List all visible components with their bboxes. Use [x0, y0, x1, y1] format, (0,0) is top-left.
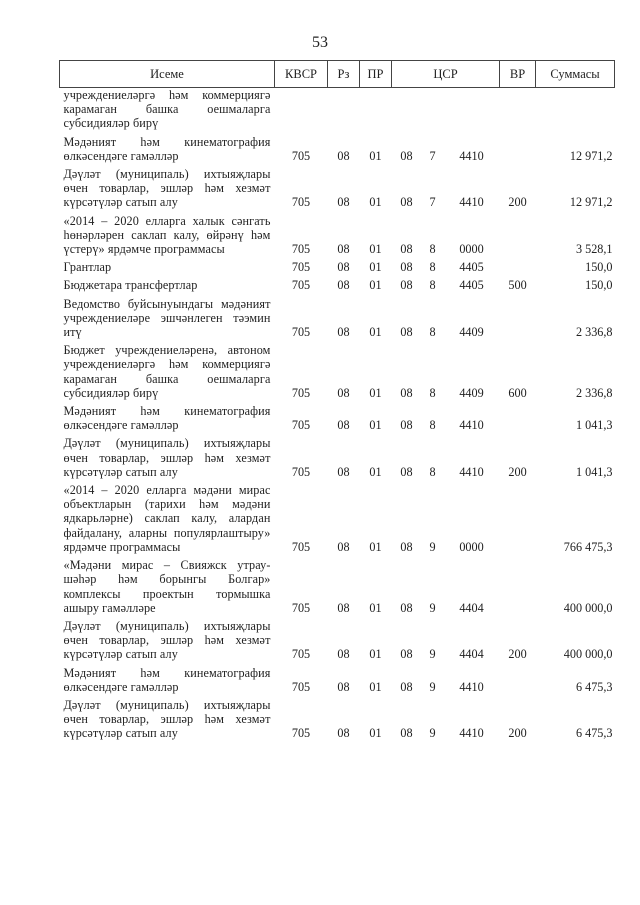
- cell-rz: 08: [337, 278, 350, 293]
- table-row: [60, 297, 615, 344]
- cell-rz: 08: [337, 726, 350, 741]
- table-row: [60, 436, 615, 483]
- header-vr: ВР: [500, 61, 536, 88]
- cell-kvsr: 705: [291, 260, 311, 275]
- cell-c2: 9: [429, 726, 436, 741]
- cell-c3: 4405: [459, 260, 484, 275]
- cell-c1: [392, 88, 422, 135]
- cell-c3: 4410: [459, 679, 484, 694]
- cell-name: Мәдәният һәм кинематография өлкәсендәге гамәлләр: [63, 665, 271, 694]
- cell-c1: 08: [400, 325, 413, 340]
- cell-kvsr: 705: [291, 539, 311, 554]
- table-row: [60, 404, 615, 436]
- cell-sum: 6 475,3: [575, 679, 613, 694]
- cell-name: Мәдәният һәм кинематография өлкәсендәге гамәлләр: [63, 404, 271, 433]
- cell-c2: 7: [429, 195, 436, 210]
- cell-c1: 08: [400, 148, 413, 163]
- cell-vr: [500, 666, 536, 698]
- cell-rz: 08: [337, 647, 350, 662]
- table-row: [60, 135, 615, 167]
- cell-pr: 01: [369, 148, 382, 163]
- cell-sum: 12 971,2: [569, 195, 613, 210]
- cell-pr: 01: [369, 385, 382, 400]
- cell-sum: 150,0: [585, 278, 613, 293]
- cell-kvsr: [275, 88, 328, 135]
- cell-sum: 766 475,3: [563, 539, 613, 554]
- cell-vr: [500, 404, 536, 436]
- cell-c1: 08: [400, 418, 413, 433]
- page-number: 53: [312, 34, 328, 51]
- cell-vr: [500, 135, 536, 167]
- cell-pr: 01: [369, 418, 382, 433]
- cell-sum: 6 475,3: [575, 726, 613, 741]
- cell-name: Дәүләт (муниципаль) ихтыяҗлары өчен товарлар, эшләр һәм хезмәт күрсәтүләр сатып алу: [63, 436, 271, 479]
- cell-kvsr: 705: [291, 464, 311, 479]
- cell-name: Бюджет учреждениеләренә, автоном учреждениеләргә һәм коммерциягә карамаган башка оешмаларга субсидияләр бирү: [63, 343, 271, 400]
- cell-rz: 08: [337, 148, 350, 163]
- cell-c1: 08: [400, 195, 413, 210]
- cell-rz: 08: [337, 418, 350, 433]
- header-pr: ПР: [360, 61, 392, 88]
- cell-sum: 12 971,2: [569, 148, 613, 163]
- cell-pr: 01: [369, 726, 382, 741]
- cell-c2: 8: [429, 242, 436, 257]
- cell-c1: 08: [400, 539, 413, 554]
- cell-kvsr: 705: [291, 600, 311, 615]
- cell-c3: 4405: [459, 278, 484, 293]
- cell-c3: 4409: [459, 385, 484, 400]
- cell-c3: 4404: [459, 647, 484, 662]
- cell-c2: 8: [429, 325, 436, 340]
- table-row: [60, 698, 615, 745]
- cell-rz: 08: [337, 539, 350, 554]
- cell-vr: [500, 88, 536, 135]
- cell-pr: 01: [369, 647, 382, 662]
- cell-c2: 9: [429, 679, 436, 694]
- cell-name: Мәдәният һәм кинематография өлкәсендәге гамәлләр: [63, 134, 271, 163]
- cell-sum: 400 000,0: [563, 647, 613, 662]
- cell-c2: 8: [429, 418, 436, 433]
- cell-c1: 08: [400, 679, 413, 694]
- cell-name: «2014 – 2020 елларга мәдәни мирас объектларын (тарихи һәм мәдәни ядкарьләрне) саклап калу, алардан файдалану, аларны популярлаштыру» ярдәмче программасы: [63, 483, 271, 554]
- cell-kvsr: 705: [291, 278, 311, 293]
- cell-vr: 200: [508, 464, 527, 479]
- cell-kvsr: 705: [291, 726, 311, 741]
- cell-pr: 01: [369, 464, 382, 479]
- cell-c1: 08: [400, 600, 413, 615]
- cell-c2: [422, 88, 444, 135]
- cell-rz: [328, 88, 360, 135]
- cell-sum: 2 336,8: [575, 325, 613, 340]
- cell-vr: 200: [508, 726, 527, 741]
- cell-sum: 400 000,0: [563, 600, 613, 615]
- table-row: [60, 260, 615, 278]
- cell-vr: [500, 483, 536, 558]
- cell-pr: 01: [369, 278, 382, 293]
- cell-rz: 08: [337, 385, 350, 400]
- cell-name: Дәүләт (муниципаль) ихтыяҗлары өчен товарлар, эшләр һәм хезмәт күрсәтүләр сатып алу: [63, 167, 271, 210]
- cell-kvsr: 705: [291, 647, 311, 662]
- cell-c2: 7: [429, 148, 436, 163]
- cell-name: Бюджетара трансфертлар: [63, 278, 198, 293]
- cell-name: Ведомство буйсынуындагы мәдәният учреждениеләре эшчәнлеген тәэмин итү: [63, 296, 271, 340]
- cell-pr: 01: [369, 260, 382, 275]
- table-row: [60, 278, 615, 296]
- cell-sum: 150,0: [585, 260, 613, 275]
- cell-vr: 600: [508, 385, 527, 400]
- cell-c3: 4410: [459, 726, 484, 741]
- cell-c3: 0000: [459, 242, 484, 257]
- cell-c2: 9: [429, 647, 436, 662]
- cell-name: Дәүләт (муниципаль) ихтыяҗлары өчен товарлар, эшләр һәм хезмәт күрсәтүләр сатып алу: [63, 618, 271, 662]
- cell-pr: 01: [369, 242, 382, 257]
- cell-c1: 08: [400, 242, 413, 257]
- cell-c2: 9: [429, 539, 436, 554]
- cell-name: Грантлар: [63, 260, 112, 275]
- cell-c3: 4410: [459, 418, 484, 433]
- header-name: Исеме: [60, 61, 275, 88]
- cell-vr: 200: [508, 195, 527, 210]
- cell-c2: 8: [429, 260, 436, 275]
- header-rz: Рз: [328, 61, 360, 88]
- cell-c3: 4410: [459, 195, 484, 210]
- cell-c3: 4404: [459, 600, 484, 615]
- cell-c1: 08: [400, 464, 413, 479]
- table-row: [60, 167, 615, 214]
- cell-rz: 08: [337, 464, 350, 479]
- cell-kvsr: 705: [291, 385, 311, 400]
- cell-c2: 8: [429, 464, 436, 479]
- cell-name: Дәүләт (муниципаль) ихтыяҗлары өчен товарлар, эшләр һәм хезмәт күрсәтүләр сатып алу: [63, 697, 271, 741]
- cell-pr: 01: [369, 679, 382, 694]
- cell-name: учреждениеләргә һәм коммерциягә карамаган башка оешмаларга субсидияләр бирү: [63, 88, 271, 131]
- cell-c1: 08: [400, 647, 413, 662]
- cell-vr: [500, 260, 536, 278]
- cell-name: «Мәдәни мирас – Свияжск утрау-шәһәр һәм борынгы Болгар» комплексы проектын тормышка ашыру гамәлләре: [63, 558, 271, 615]
- table-row: [60, 343, 615, 404]
- cell-rz: 08: [337, 260, 350, 275]
- cell-kvsr: 705: [291, 242, 311, 257]
- table-row: [60, 558, 615, 619]
- cell-c3: 4410: [459, 464, 484, 479]
- cell-sum: 1 041,3: [575, 418, 613, 433]
- cell-rz: 08: [337, 195, 350, 210]
- cell-rz: 08: [337, 679, 350, 694]
- cell-kvsr: 705: [291, 418, 311, 433]
- cell-vr: [500, 214, 536, 261]
- cell-pr: 01: [369, 539, 382, 554]
- table-header: [60, 61, 615, 88]
- cell-pr: 01: [369, 600, 382, 615]
- cell-rz: 08: [337, 600, 350, 615]
- cell-c3: 4409: [459, 325, 484, 340]
- cell-sum: 2 336,8: [575, 385, 613, 400]
- cell-vr: 500: [508, 278, 527, 293]
- cell-sum: 1 041,3: [575, 464, 613, 479]
- cell-c3: 0000: [459, 539, 484, 554]
- header-sum: Суммасы: [536, 61, 615, 88]
- header-csr: ЦСР: [392, 61, 500, 88]
- cell-c1: 08: [400, 726, 413, 741]
- cell-pr: [360, 88, 392, 135]
- table-row: [60, 619, 615, 666]
- table-row: [60, 483, 615, 558]
- table-row: [60, 666, 615, 698]
- budget-table: [59, 60, 615, 745]
- header-kvsr: КВСР: [275, 61, 328, 88]
- cell-sum: 3 528,1: [575, 242, 613, 257]
- cell-c2: 8: [429, 385, 436, 400]
- cell-c1: 08: [400, 385, 413, 400]
- cell-c1: 08: [400, 260, 413, 275]
- cell-vr: [500, 297, 536, 344]
- cell-pr: 01: [369, 195, 382, 210]
- cell-vr: [500, 558, 536, 619]
- cell-sum: [536, 88, 615, 135]
- table-row: [60, 88, 615, 135]
- cell-kvsr: 705: [291, 195, 311, 210]
- cell-c2: 9: [429, 600, 436, 615]
- cell-c3: [444, 88, 500, 135]
- table-row: [60, 214, 615, 261]
- cell-pr: 01: [369, 325, 382, 340]
- cell-name: «2014 – 2020 елларга халык сәнгать һөнәрләрен саклап калу, өйрәнү һәм үстерү» ярдәмче программасы: [63, 213, 271, 257]
- cell-c1: 08: [400, 278, 413, 293]
- cell-kvsr: 705: [291, 148, 311, 163]
- cell-rz: 08: [337, 242, 350, 257]
- cell-vr: 200: [508, 647, 527, 662]
- cell-c2: 8: [429, 278, 436, 293]
- cell-kvsr: 705: [291, 325, 311, 340]
- cell-kvsr: 705: [291, 679, 311, 694]
- cell-c3: 4410: [459, 148, 484, 163]
- table-body: [60, 88, 615, 745]
- cell-rz: 08: [337, 325, 350, 340]
